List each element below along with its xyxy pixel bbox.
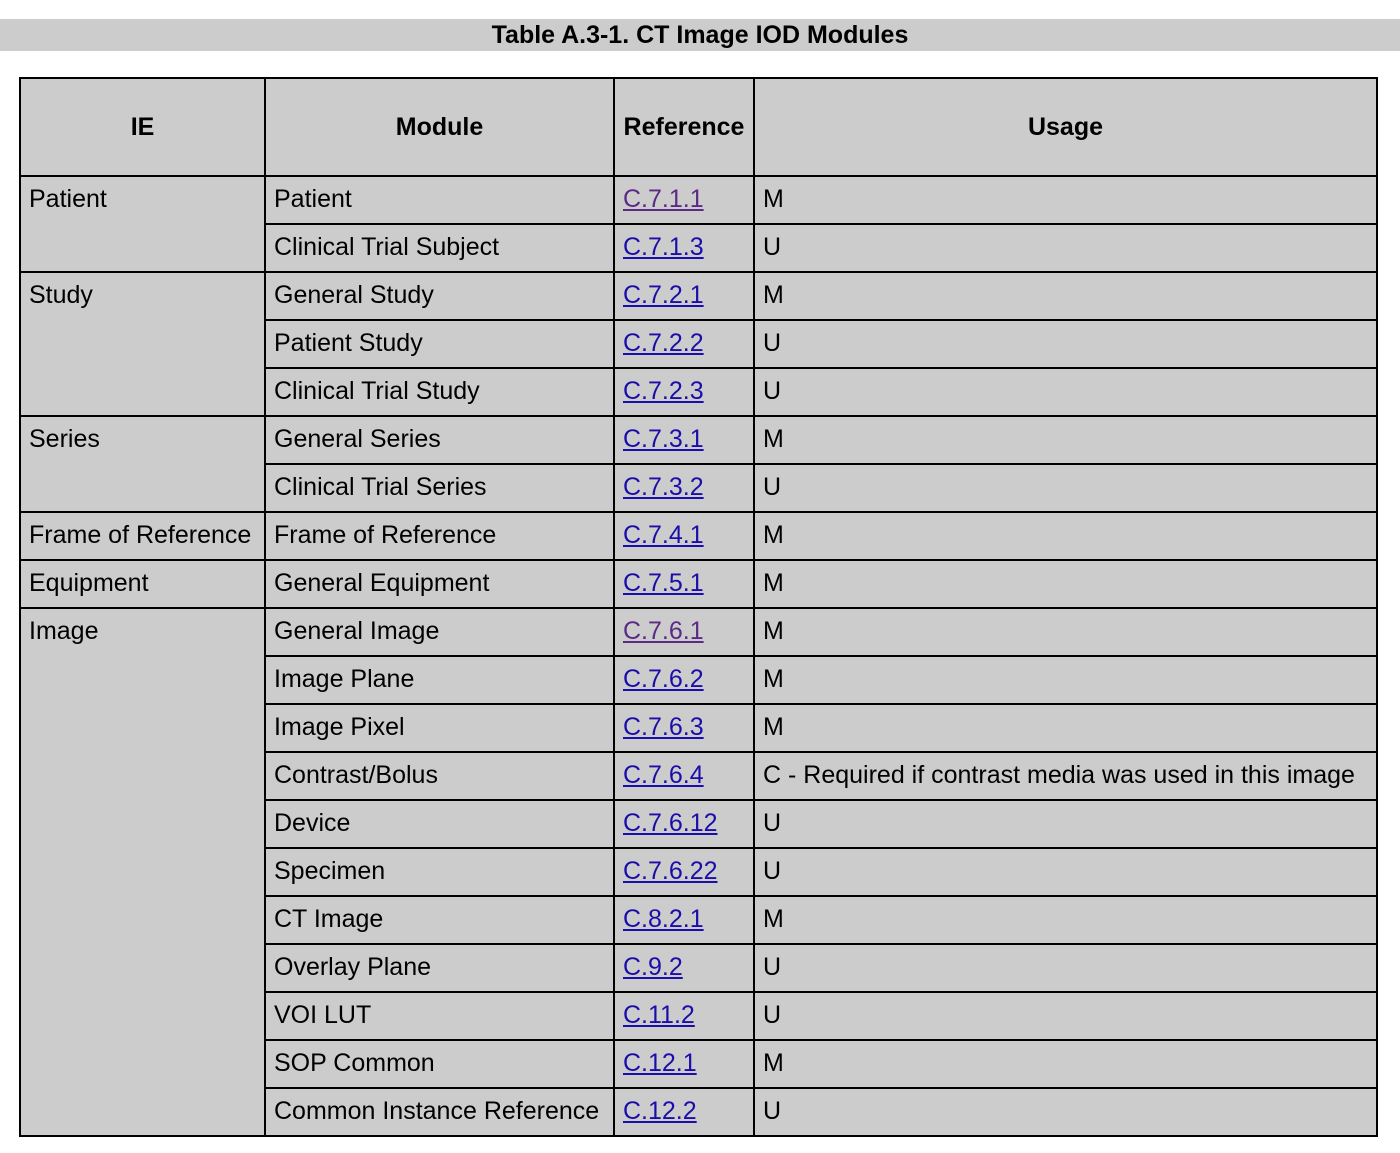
module-cell: Overlay Plane bbox=[265, 944, 614, 992]
reference-cell bbox=[614, 848, 754, 896]
reference-link[interactable]: C.7.5.1 bbox=[623, 569, 704, 597]
reference-link[interactable]: C.7.3.1 bbox=[623, 425, 704, 453]
reference-cell bbox=[614, 368, 754, 416]
reference-link[interactable]: C.7.6.4 bbox=[623, 761, 704, 789]
reference-cell bbox=[614, 320, 754, 368]
usage-cell: U bbox=[754, 224, 1377, 272]
reference-link[interactable]: C.7.6.22 bbox=[623, 857, 718, 885]
reference-cell bbox=[614, 752, 754, 800]
module-cell: Common Instance Reference bbox=[265, 1088, 614, 1136]
module-cell: General Image bbox=[265, 608, 614, 656]
usage-cell: M bbox=[754, 176, 1377, 224]
reference-cell bbox=[614, 176, 754, 224]
reference-link[interactable]: C.7.3.2 bbox=[623, 473, 704, 501]
reference-cell bbox=[614, 704, 754, 752]
module-cell: Clinical Trial Series bbox=[265, 464, 614, 512]
reference-cell bbox=[614, 800, 754, 848]
usage-cell: M bbox=[754, 560, 1377, 608]
module-cell: Clinical Trial Study bbox=[265, 368, 614, 416]
usage-cell: M bbox=[754, 272, 1377, 320]
reference-cell bbox=[614, 992, 754, 1040]
usage-cell: M bbox=[754, 512, 1377, 560]
reference-link[interactable]: C.7.6.12 bbox=[623, 809, 718, 837]
reference-link[interactable]: C.7.1.3 bbox=[623, 233, 704, 261]
reference-link[interactable]: C.7.6.1 bbox=[623, 617, 704, 645]
table-row bbox=[20, 512, 1377, 560]
column-header-reference: Reference bbox=[614, 78, 754, 176]
usage-cell: M bbox=[754, 704, 1377, 752]
table-row bbox=[20, 560, 1377, 608]
reference-link[interactable]: C.7.2.2 bbox=[623, 329, 704, 357]
ie-cell: Equipment bbox=[20, 560, 265, 608]
reference-cell bbox=[614, 464, 754, 512]
usage-cell: C - Required if contrast media was used in this image bbox=[754, 752, 1377, 800]
module-cell: Contrast/Bolus bbox=[265, 752, 614, 800]
module-cell: Patient Study bbox=[265, 320, 614, 368]
usage-cell: U bbox=[754, 848, 1377, 896]
table-row bbox=[20, 608, 1377, 656]
module-cell: Patient bbox=[265, 176, 614, 224]
usage-cell: U bbox=[754, 800, 1377, 848]
table-body bbox=[20, 176, 1377, 1136]
module-cell: Image Pixel bbox=[265, 704, 614, 752]
table-row bbox=[20, 176, 1377, 224]
module-cell: Clinical Trial Subject bbox=[265, 224, 614, 272]
table-row bbox=[20, 272, 1377, 320]
reference-cell bbox=[614, 896, 754, 944]
usage-cell: U bbox=[754, 992, 1377, 1040]
reference-link[interactable]: C.7.2.1 bbox=[623, 281, 704, 309]
module-cell: General Equipment bbox=[265, 560, 614, 608]
reference-link[interactable]: C.8.2.1 bbox=[623, 905, 704, 933]
reference-link[interactable]: C.7.6.2 bbox=[623, 665, 704, 693]
ie-cell: Series bbox=[20, 416, 265, 512]
reference-cell bbox=[614, 560, 754, 608]
reference-link[interactable]: C.7.4.1 bbox=[623, 521, 704, 549]
reference-cell bbox=[614, 656, 754, 704]
reference-link[interactable]: C.12.2 bbox=[623, 1097, 697, 1125]
reference-link[interactable]: C.7.1.1 bbox=[623, 185, 704, 213]
reference-link[interactable]: C.7.6.3 bbox=[623, 713, 704, 741]
module-cell: General Study bbox=[265, 272, 614, 320]
usage-cell: U bbox=[754, 1088, 1377, 1136]
reference-link[interactable]: C.7.2.3 bbox=[623, 377, 704, 405]
reference-link[interactable]: C.9.2 bbox=[623, 953, 683, 981]
module-cell: General Series bbox=[265, 416, 614, 464]
reference-link[interactable]: C.12.1 bbox=[623, 1049, 697, 1077]
usage-cell: U bbox=[754, 944, 1377, 992]
reference-cell bbox=[614, 416, 754, 464]
module-cell: CT Image bbox=[265, 896, 614, 944]
column-header-module: Module bbox=[265, 78, 614, 176]
reference-cell bbox=[614, 1088, 754, 1136]
reference-cell bbox=[614, 272, 754, 320]
usage-cell: U bbox=[754, 464, 1377, 512]
reference-cell bbox=[614, 512, 754, 560]
usage-cell: M bbox=[754, 896, 1377, 944]
usage-cell: M bbox=[754, 1040, 1377, 1088]
column-header-usage: Usage bbox=[754, 78, 1377, 176]
reference-cell bbox=[614, 224, 754, 272]
table-row bbox=[20, 416, 1377, 464]
ie-cell: Patient bbox=[20, 176, 265, 272]
module-cell: Image Plane bbox=[265, 656, 614, 704]
module-cell: Specimen bbox=[265, 848, 614, 896]
ie-cell: Study bbox=[20, 272, 265, 416]
iod-modules-table bbox=[19, 77, 1378, 1137]
usage-cell: M bbox=[754, 416, 1377, 464]
reference-cell bbox=[614, 608, 754, 656]
reference-cell bbox=[614, 944, 754, 992]
table-caption: Table A.3-1. CT Image IOD Modules bbox=[0, 19, 1400, 51]
module-cell: Device bbox=[265, 800, 614, 848]
ie-cell: Frame of Reference bbox=[20, 512, 265, 560]
reference-link[interactable]: C.11.2 bbox=[623, 1001, 695, 1029]
usage-cell: M bbox=[754, 608, 1377, 656]
reference-cell bbox=[614, 1040, 754, 1088]
column-header-ie: IE bbox=[20, 78, 265, 176]
module-cell: Frame of Reference bbox=[265, 512, 614, 560]
header-row bbox=[20, 78, 1377, 176]
module-cell: SOP Common bbox=[265, 1040, 614, 1088]
usage-cell: U bbox=[754, 320, 1377, 368]
usage-cell: U bbox=[754, 368, 1377, 416]
usage-cell: M bbox=[754, 656, 1377, 704]
module-cell: VOI LUT bbox=[265, 992, 614, 1040]
ie-cell: Image bbox=[20, 608, 265, 1136]
